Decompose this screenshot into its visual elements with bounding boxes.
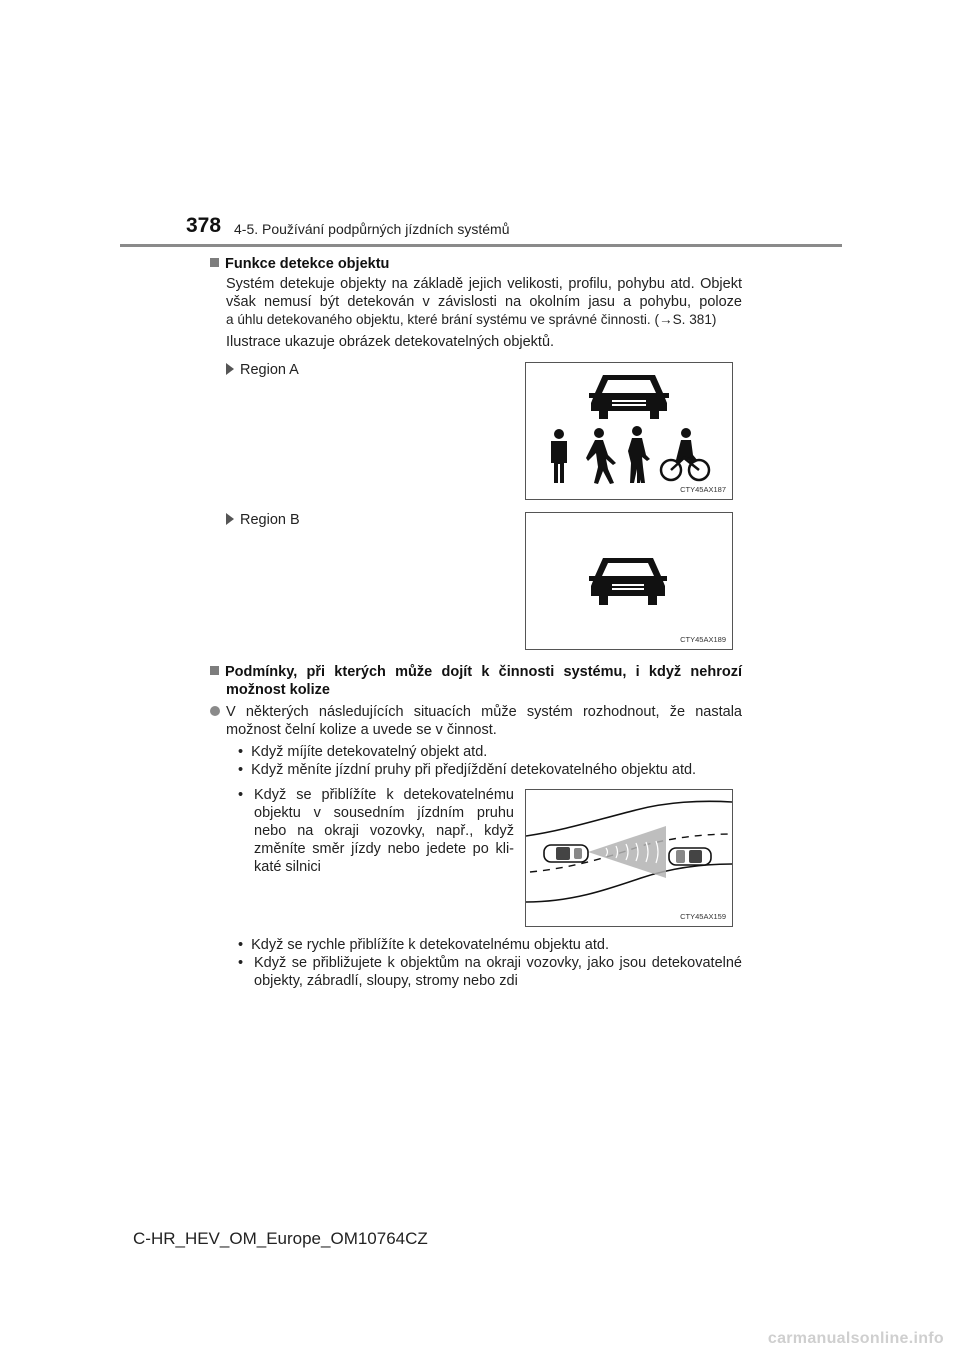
list-item-text: Když měníte jízdní pruhy při předjíždění detekovatelného objektu atd. [251, 762, 697, 778]
bullet-text: V některých následujících situacích může systém rozhodnout, že nastala [226, 704, 742, 720]
page-number: 378 [186, 214, 222, 237]
square-bullet-icon [210, 666, 219, 675]
triangle-bullet-icon [226, 363, 234, 375]
pedestrian-standing-icon [551, 429, 567, 483]
figure-code: CTY45AX187 [680, 485, 726, 494]
list-item-text: objekty, zábradlí, sloupy, stromy nebo zdi [254, 973, 518, 989]
list-item-text: změníte směr jízdy nebo jedete po kli- [254, 841, 514, 857]
figure-region-b [525, 512, 733, 650]
section-heading-unintended-activation [210, 664, 742, 698]
region-a-text: Region A [240, 362, 299, 378]
list-item: • Když měníte jízdní pruhy při předjíždění detekovatelného objektu atd. [238, 762, 697, 778]
list-item-text: Když se rychle přiblížíte k detekovatelnému objektu atd. [251, 937, 609, 953]
footer-document-code: C-HR_HEV_OM_Europe_OM10764CZ [133, 1229, 428, 1248]
road-edge-top [526, 801, 732, 836]
list-bullet: • [238, 955, 244, 971]
list-item-text: Když se přiblížíte k detekovatelnému [254, 787, 514, 803]
pedestrian-walking-icon [586, 428, 616, 484]
figure-region-a [525, 362, 733, 500]
list-item-text: Když míjíte detekovatelný objekt atd. [251, 744, 488, 760]
list-item: • Když se rychle přiblížíte k detekovatelnému objektu atd. [238, 937, 609, 953]
paragraph-line: Systém detekuje objekty na základě jejich velikosti, profilu, pohybu atd. Objekt [226, 276, 742, 292]
heading-text-line2: možnost kolize [226, 682, 330, 698]
list-bullet: • [238, 787, 244, 803]
list-item-curve [238, 786, 514, 876]
header-rule [120, 244, 842, 247]
object-car-icon [669, 848, 711, 865]
figure-curved-road [525, 789, 733, 927]
car-front-icon [589, 375, 669, 419]
car-front-icon [589, 558, 667, 605]
list-item-text: objektu v sousedním jízdním pruhu [254, 805, 514, 821]
triangle-bullet-icon [226, 513, 234, 525]
paragraph-line: a úhlu detekovaného objektu, které brání systému ve správné činnosti. (→S. 381) [226, 312, 717, 327]
list-item: • Když míjíte detekovatelný objekt atd. [238, 744, 488, 760]
figure-code: CTY45AX189 [680, 635, 726, 644]
list-item-text: nebo na okraji vozovky, např., když [254, 823, 514, 839]
list-item-text: Když se přibližujete k objektům na okraji vozovky, jako jsou detekovatelné [254, 955, 742, 971]
region-b-text: Region B [240, 512, 300, 528]
cyclist-icon [661, 428, 709, 480]
paragraph-line: však nemusí být detekován v závislosti na okolním jasu a pohybu, poloze [226, 294, 742, 310]
circle-bullet-icon [210, 706, 220, 716]
bullet-text-line2: možnost čelní kolize a uvede se v činnost. [226, 722, 497, 738]
own-car-icon [544, 845, 588, 862]
heading-text: Funkce detekce objektu [225, 256, 390, 272]
curved-road-illustration [526, 790, 732, 926]
person-with-bicycle-icon [628, 426, 650, 483]
list-item-text: katé silnici [254, 859, 321, 875]
region-b-label [226, 511, 300, 529]
watermark: carmanualsonline.info [767, 1330, 944, 1347]
square-bullet-icon [210, 258, 219, 267]
list-item [238, 954, 742, 990]
road-edge-bottom [526, 864, 732, 902]
heading-text: Podmínky, při kterých může dojít k činnosti systému, i když nehrozí [225, 664, 742, 680]
car-only-illustration [526, 513, 732, 649]
situations-bullet [210, 703, 742, 739]
figure-code: CTY45AX159 [680, 912, 726, 921]
chapter-title: 4-5. Používání podpůrných jízdních systémů [234, 221, 510, 237]
radar-cone [588, 826, 666, 878]
detectable-objects-illustration [526, 363, 732, 499]
region-a-label [226, 361, 299, 379]
detection-paragraph [226, 275, 742, 329]
section-heading-object-detection [210, 256, 389, 272]
illustration-note: Ilustrace ukazuje obrázek detekovatelných objektů. [226, 334, 555, 350]
